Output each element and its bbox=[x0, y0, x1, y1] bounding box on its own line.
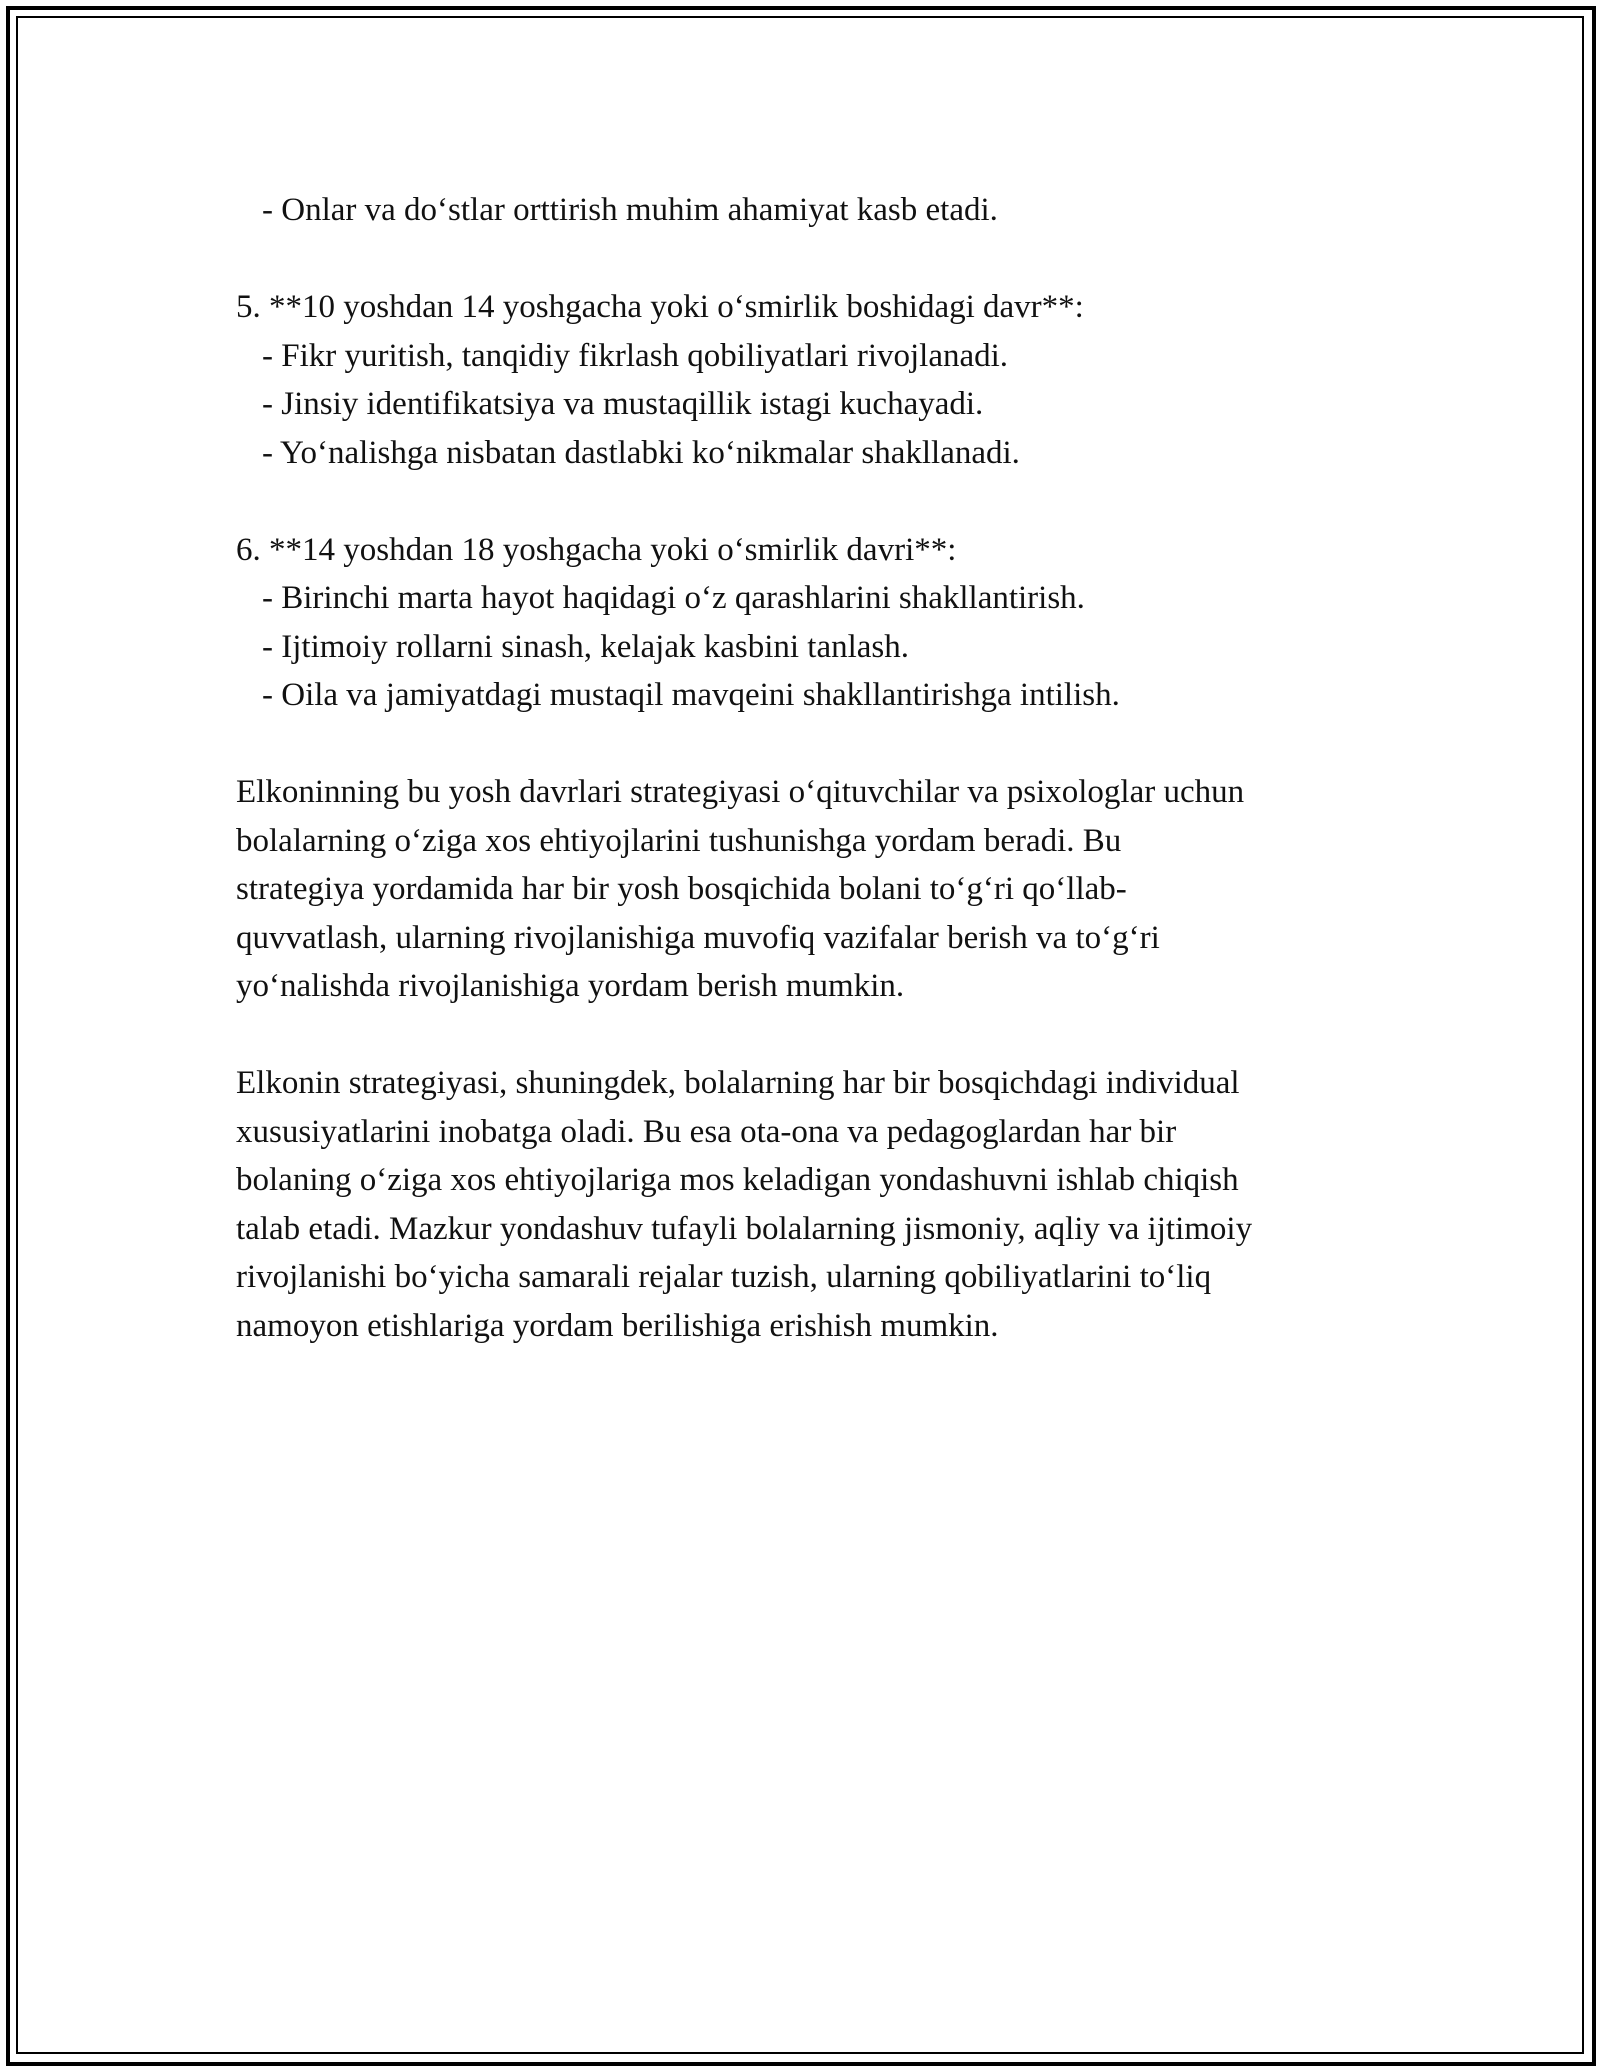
spacer bbox=[236, 720, 1376, 769]
paragraph-line: talab etadi. Mazkur yondashuv tufayli bolalarning jismoniy, aqliy va ijtimoiy bbox=[236, 1210, 1253, 1247]
paragraph-line: strategiya yordamida har bir yosh bosqichida bolani to‘g‘ri qo‘llab- bbox=[236, 871, 1127, 907]
section-6-bullet: - Birinchi marta hayot haqidagi o‘z qarashlarini shakllantirish. bbox=[262, 580, 1085, 616]
section-6-bullet: - Oila va jamiyatdagi mustaqil mavqeini shakllantirishga intilish. bbox=[262, 677, 1120, 713]
section-6-heading: 6. **14 yoshdan 18 yoshgacha yoki o‘smirlik davri**: bbox=[236, 531, 957, 568]
section-5-heading: 5. **10 yoshdan 14 yoshgacha yoki o‘smirlik boshidagi davr**: bbox=[236, 289, 1084, 325]
paragraph-line: yo‘nalishda rivojlanishiga yordam berish mumkin. bbox=[236, 968, 905, 1004]
intro-bullet: - Onlar va do‘stlar orttirish muhim ahamiyat kasb etadi. bbox=[262, 192, 998, 228]
paragraph-line: Elkonin strategiyasi, shuningdek, bolalarning har bir bosqichdagi individual bbox=[236, 1065, 1240, 1101]
paragraph-line: namoyon etishlariga yordam berilishiga erishish mumkin. bbox=[236, 1307, 999, 1344]
spacer bbox=[236, 1011, 1376, 1060]
paragraph-elkonin-strategy bbox=[236, 768, 1376, 1011]
section-5-bullet: - Jinsiy identifikatsiya va mustaqillik istagi kuchayadi. bbox=[262, 386, 984, 422]
paragraph-line: bolalarning o‘ziga xos ehtiyojlarini tushunishga yordam beradi. Bu bbox=[236, 822, 1122, 859]
spacer bbox=[236, 477, 1376, 526]
section-6-bullet: - Ijtimoiy rollarni sinash, kelajak kasbini tanlash. bbox=[262, 628, 910, 665]
paragraph-line: Elkoninning bu yosh davrlari strategiyasi o‘qituvchilar va psixologlar uchun bbox=[236, 774, 1245, 810]
section-5-bullet: - Fikr yuritish, tanqidiy fikrlash qobiliyatlari rivojlanadi. bbox=[262, 337, 1009, 374]
document-body bbox=[236, 186, 1376, 1350]
paragraph-line: xususiyatlarini inobatga oladi. Bu esa ota-ona va pedagoglardan har bir bbox=[236, 1113, 1177, 1150]
paragraph-individual-approach bbox=[236, 1059, 1376, 1350]
paragraph-line: rivojlanishi bo‘yicha samarali rejalar tuzish, ularning qobiliyatlarini to‘liq bbox=[236, 1259, 1212, 1295]
section-5-bullet: - Yo‘nalishga nisbatan dastlabki ko‘nikmalar shakllanadi. bbox=[262, 434, 1020, 471]
spacer bbox=[236, 235, 1376, 284]
paragraph-line: quvvatlash, ularning rivojlanishiga muvofiq vazifalar berish va to‘g‘ri bbox=[236, 919, 1160, 956]
paragraph-line: bolaning o‘ziga xos ehtiyojlariga mos keladigan yondashuvni ishlab chiqish bbox=[236, 1162, 1239, 1198]
